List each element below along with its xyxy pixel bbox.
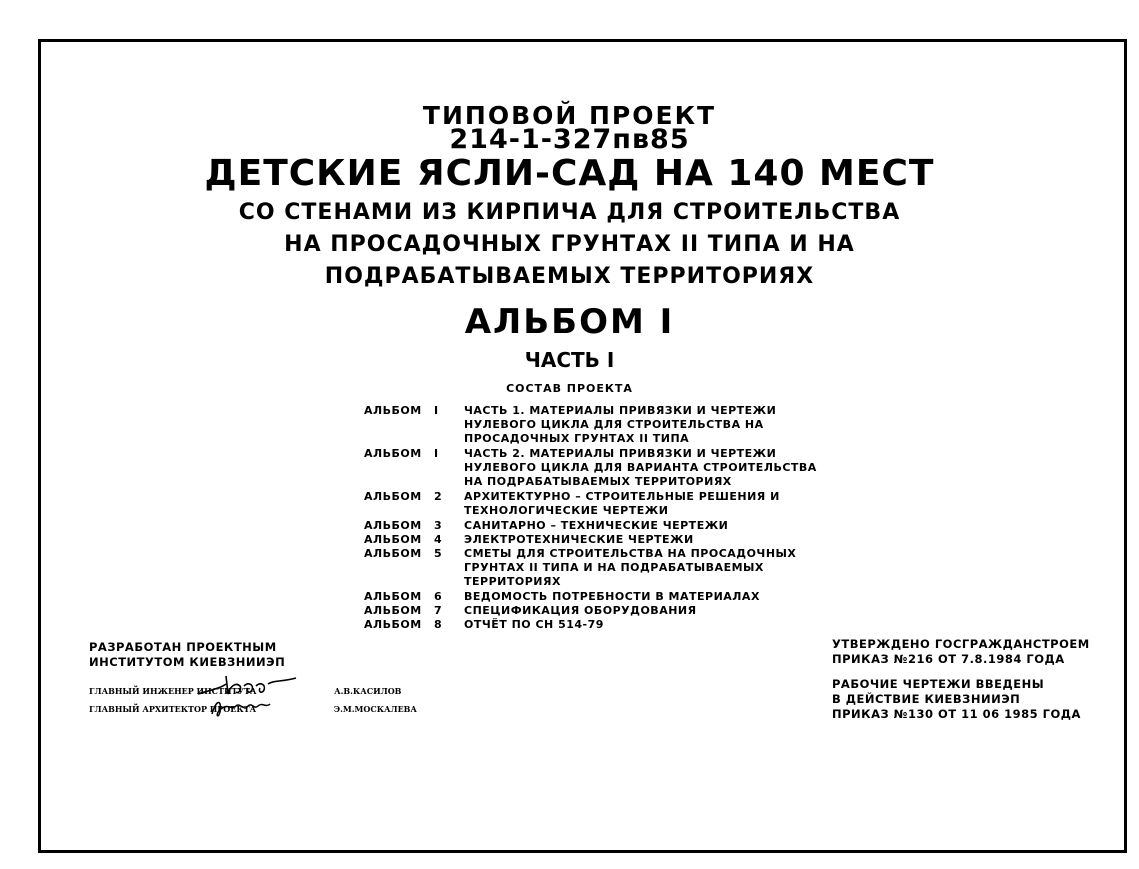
contents-row xyxy=(364,547,834,590)
contents-row xyxy=(364,404,834,447)
contents-text: ЧАСТЬ 2. МАТЕРИАЛЫ ПРИВЯЗКИ И ЧЕРТЕЖИ НУЛЕВОГО ЦИКЛА ДЛЯ ВАРИАНТА СТРОИТЕЛЬСТВА НА ПОДРАБАТЫВАЕМЫХ ТЕРРИТОРИЯХ xyxy=(464,446,817,489)
contents-title: СОСТАВ ПРОЕКТА xyxy=(506,382,633,395)
chief-architect-role: ГЛАВНЫЙ АРХИТЕКТОР ПРОЕКТА xyxy=(89,704,257,714)
contents-row xyxy=(364,533,834,547)
contents-row xyxy=(364,447,834,490)
contents-number: 5 xyxy=(434,547,443,561)
contents-number: I xyxy=(434,446,439,460)
contents-album: АЛЬБОМ xyxy=(364,404,422,417)
contents-text: СМЕТЫ ДЛЯ СТРОИТЕЛЬСТВА НА ПРОСАДОЧНЫХ ГРУНТАХ II ТИПА И НА ПОДРАБАТЫВАЕМЫХ ТЕРРИТОРИЯХ xyxy=(464,547,797,589)
contents-text: ЧАСТЬ 1. МАТЕРИАЛЫ ПРИВЯЗКИ И ЧЕРТЕЖИ НУЛЕВОГО ЦИКЛА ДЛЯ СТРОИТЕЛЬСТВА НА ПРОСАДОЧНЫХ ГРУНТАХ II ТИПА xyxy=(464,404,777,446)
contents-text: СПЕЦИФИКАЦИЯ ОБОРУДОВАНИЯ xyxy=(464,603,697,617)
chief-architect-signature xyxy=(208,694,278,722)
contents-album: АЛЬБОМ xyxy=(364,532,422,546)
enactment-line-1: РАБОЧИЕ ЧЕРТЕЖИ ВВЕДЕНЫ xyxy=(832,677,1045,691)
contents-album: АЛЬБОМ xyxy=(364,547,422,561)
enactment-block xyxy=(832,677,1081,722)
contents-number: I xyxy=(434,404,439,417)
approval-line-2: ПРИКАЗ №216 ОТ 7.8.1984 ГОДА xyxy=(832,652,1065,666)
contents-album: АЛЬБОМ xyxy=(364,618,422,632)
project-subtitle-2: НА ПРОСАДОЧНЫХ ГРУНТАХ II ТИПА И НА xyxy=(284,232,855,257)
chief-engineer-role: ГЛАВНЫЙ ИНЖЕНЕР ИНСТИТУТА xyxy=(89,686,257,696)
project-type-label: ТИПОВОЙ ПРОЕКТ xyxy=(422,101,717,130)
contents-list xyxy=(364,404,834,632)
approval-line-1: УТВЕРЖДЕНО ГОСГРАЖДАНСТРОЕМ xyxy=(832,637,1090,651)
approval-block xyxy=(832,637,1090,667)
contents-text: АРХИТЕКТУРНО – СТРОИТЕЛЬНЫЕ РЕШЕНИЯ И ТЕХНОЛОГИЧЕСКИЕ ЧЕРТЕЖИ xyxy=(464,490,780,518)
contents-number: 6 xyxy=(434,589,443,603)
contents-row xyxy=(364,604,834,618)
developer-line-2: ИНСТИТУТОМ КИЕВЗНИИЭП xyxy=(89,655,286,669)
chief-engineer-name: А.В.КАСИЛОВ xyxy=(334,686,402,696)
album-title: АЛЬБОМ I xyxy=(464,302,675,342)
contents-text: САНИТАРНО – ТЕХНИЧЕСКИЕ ЧЕРТЕЖИ xyxy=(464,518,729,532)
contents-row xyxy=(364,618,834,632)
contents-text: ВЕДОМОСТЬ ПОТРЕБНОСТИ В МАТЕРИАЛАХ xyxy=(464,589,760,603)
contents-row xyxy=(364,490,834,518)
developer-block xyxy=(89,640,285,670)
contents-number: 8 xyxy=(434,618,443,632)
contents-album: АЛЬБОМ xyxy=(364,603,422,617)
enactment-line-3: ПРИКАЗ №130 ОТ 11 06 1985 ГОДА xyxy=(832,707,1081,721)
chief-architect-name: Э.М.МОСКАЛЕВА xyxy=(333,704,417,714)
project-title: ДЕТСКИЕ ЯСЛИ-САД НА 140 МЕСТ xyxy=(204,153,935,194)
project-subtitle-3: ПОДРАБАТЫВАЕМЫХ ТЕРРИТОРИЯХ xyxy=(324,264,815,289)
developer-line-1: РАЗРАБОТАН ПРОЕКТНЫМ xyxy=(89,640,277,654)
project-subtitle-1: СО СТЕНАМИ ИЗ КИРПИЧА ДЛЯ СТРОИТЕЛЬСТВА xyxy=(238,200,901,225)
contents-album: АЛЬБОМ xyxy=(364,589,422,603)
contents-number: 3 xyxy=(434,518,443,532)
enactment-line-2: В ДЕЙСТВИЕ КИЕВЗНИИЭП xyxy=(832,692,1021,706)
contents-row xyxy=(364,519,834,533)
contents-number: 4 xyxy=(434,532,443,546)
contents-album: АЛЬБОМ xyxy=(364,446,422,460)
contents-text: ЭЛЕКТРОТЕХНИЧЕСКИЕ ЧЕРТЕЖИ xyxy=(464,532,694,546)
contents-text: ОТЧЁТ ПО СН 514-79 xyxy=(464,618,604,632)
contents-number: 7 xyxy=(434,603,443,617)
contents-album: АЛЬБОМ xyxy=(364,518,422,532)
contents-album: АЛЬБОМ xyxy=(364,490,422,504)
contents-row xyxy=(364,590,834,604)
part-title: ЧАСТЬ I xyxy=(524,348,615,372)
project-number: 214-1-327пв85 xyxy=(449,124,690,155)
contents-number: 2 xyxy=(434,490,443,504)
